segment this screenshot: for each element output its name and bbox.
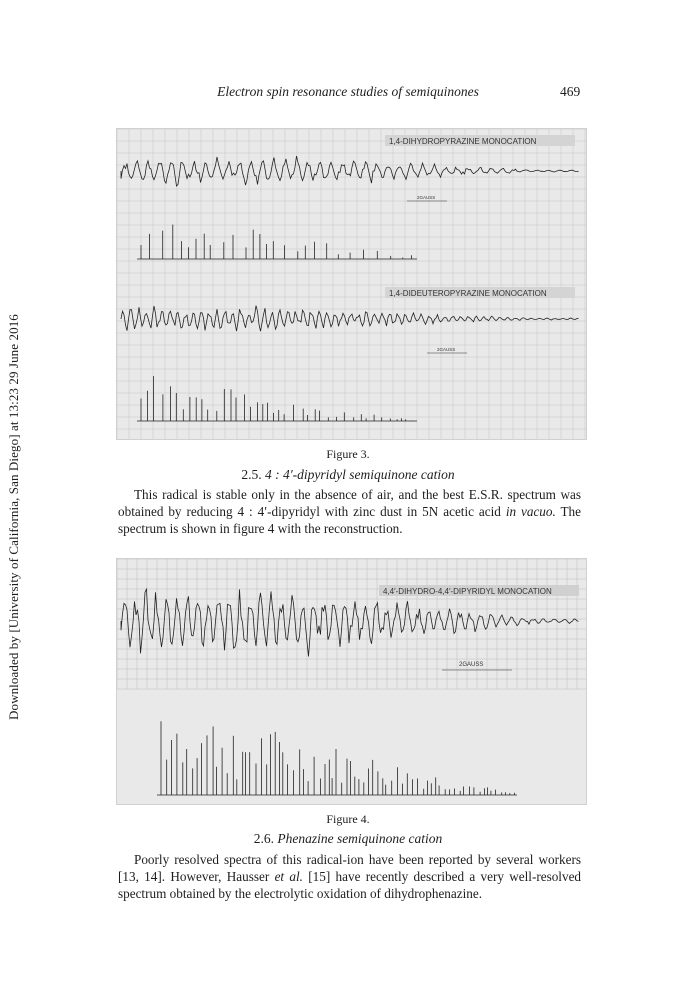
section-2-5-paragraph-italic: in vacuo.: [505, 504, 556, 520]
section-2-5-paragraph: [118, 486, 581, 538]
figure-3-upper-label: 1,4-DIHYDROPYRAZINE MONOCATION: [389, 137, 537, 146]
section-2-6-paragraph: [118, 851, 581, 903]
figure-4-label: 4,4′-DIHYDRO-4,4′-DIPYRIDYL MONOCATION: [383, 587, 552, 596]
section-2-5-number: 2.5.: [241, 467, 262, 482]
figure-3-spectra: [117, 129, 586, 439]
figure-3-upper-scale-label: 2GAUSS: [417, 195, 436, 200]
page-number: 469: [560, 84, 581, 99]
section-2-5-paragraph-part2: The spectrum is shown in figure 4 with the reconstruction.: [118, 504, 582, 537]
figure-4-spectrum: [117, 559, 586, 804]
figure-3-lower-trace: [121, 306, 579, 332]
download-note-container: [6, 314, 30, 744]
figure-3-lower-label: 1,4-DIDEUTEROPYRAZINE MONOCATION: [389, 289, 547, 298]
section-2-6-paragraph-part2: [15] have recently described a very well-resolved spectrum obtained by the electrolytic oxidation of dihydrophenazine.: [118, 869, 582, 902]
running-title: Electron spin resonance studies of semiquinones: [217, 84, 479, 99]
figure-4-trace: [121, 589, 579, 656]
section-2-5-heading: [0, 467, 696, 483]
figure-4-image: [116, 558, 587, 805]
section-2-6-heading: [0, 831, 696, 847]
figure-4-scale-label: 2GAUSS: [459, 662, 484, 668]
section-2-6-number: 2.6.: [253, 831, 274, 846]
figure-3-upper-trace: [121, 156, 579, 186]
figure-3-caption: Figure 3.: [326, 447, 370, 461]
section-2-6-paragraph-italic: et al.: [274, 869, 303, 885]
section-2-5-title: 4 : 4′-dipyridyl semiquinone cation: [264, 467, 455, 482]
download-note: Downloaded by [University of California, San Diego] at 13:23 29 June 2016: [6, 314, 21, 720]
figure-3-lower-scale-label: 2GAUSS: [437, 347, 456, 352]
section-2-6-paragraph-part1: Poorly resolved spectra of this radical-ion have been reported by several workers [13, 14]. However, Hausser: [118, 852, 581, 885]
figure-4-caption: Figure 4.: [326, 812, 370, 826]
section-2-5-paragraph-part1: This radical is stable only in the absence of air, and the best E.S.R. spectrum was obtained by reducing 4 : 4′-dipyridyl with zinc dust in 5N acetic acid: [118, 487, 581, 520]
section-2-6-title: Phenazine semiquinone cation: [277, 831, 443, 846]
figure-3-image: [116, 128, 587, 440]
